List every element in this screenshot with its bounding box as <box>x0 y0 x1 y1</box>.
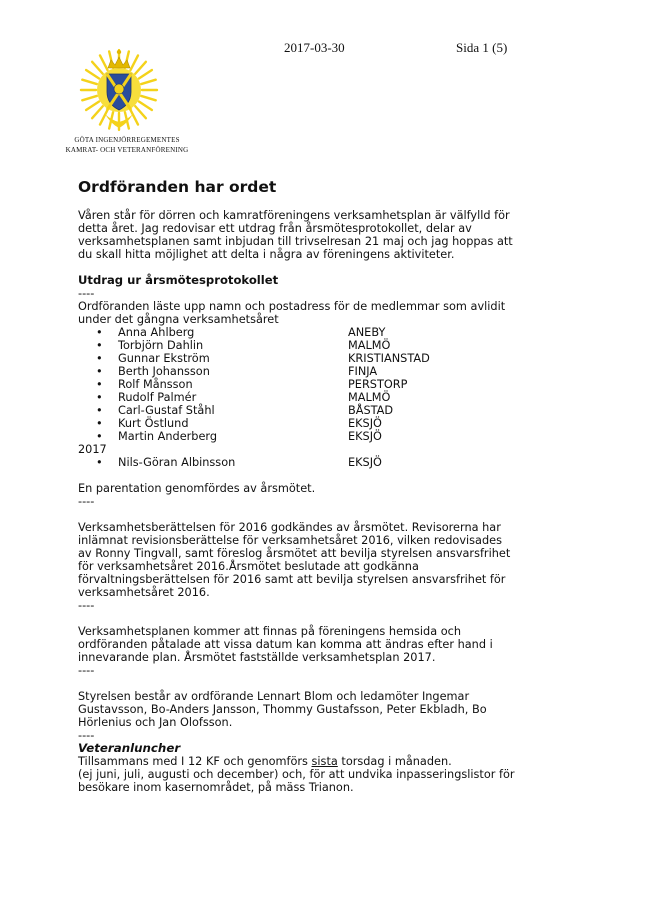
member-name: Nils-Göran Albinsson <box>118 456 236 469</box>
ray <box>82 96 96 100</box>
ray <box>100 110 108 125</box>
member-name: Martin Anderberg <box>118 430 218 443</box>
separator: ---- <box>78 599 95 612</box>
member-name: Carl-Gustaf Ståhl <box>118 404 215 417</box>
member-name: Gunnar Ekström <box>118 352 210 365</box>
member-name: Berth Johansson <box>118 365 210 378</box>
board-paragraph: Styrelsen består av ordförande Lennart Blom och ledamöter Ingemar Gustavsson, Bo-Anders Jansson, Thommy Gustafsson, Peter Ekbladh, Bo Hörlenius och Jan Olofsson. <box>78 690 487 729</box>
intro-paragraph: Våren står för dörren och kamratföreningens verksamhetsplan är välfylld för detta året. Jag redovisar ett utdrag från årsmötesprotokollet, delar av verksamhetsplanen samt inbjudan till trivselresan 21 maj och jag hoppas att du skall hitta möjlighet att delta i några av föreningens aktiviteter. <box>78 209 513 261</box>
member-city: BÅSTAD <box>348 404 394 417</box>
ray <box>135 106 146 118</box>
plan-paragraph: Verksamhetsplanen kommer att finnas på föreningens hemsida och ordföranden påtalade att vissa datum kan komma att ändras efter hand i innevarande plan. Årsmötet fastställde verksamhetsplan 2017. <box>78 625 493 664</box>
separator: ---- <box>78 495 95 508</box>
member-city: EKSJÖ <box>348 430 382 443</box>
lunch-line-2: (ej juni, juli, augusti och december) och, för att undvika inpasseringslistor för besökare inom kasernområdet, på mäss Trianon. <box>78 768 515 794</box>
lunch-line-1 <box>78 755 518 768</box>
ray <box>135 62 146 74</box>
member-city: FINJA <box>348 365 378 378</box>
spacer <box>78 677 518 690</box>
member-name: Rudolf Palmér <box>118 391 197 404</box>
bullet-icon: • <box>96 391 103 404</box>
member-name: Torbjörn Dahlin <box>118 339 204 352</box>
ray <box>100 55 108 70</box>
bullet-icon: • <box>96 430 103 443</box>
separator: ---- <box>78 664 95 677</box>
deceased-lead: Ordföranden läste upp namn och postadress för de medlemmar som avlidit under det gångna verksamhetsåret <box>78 300 506 326</box>
bullet-icon: • <box>96 417 103 430</box>
list-item <box>78 404 518 417</box>
lunch-text-underlined: sista <box>311 755 338 768</box>
spacer <box>78 612 518 625</box>
list-item <box>78 417 518 430</box>
star-icon <box>117 50 121 54</box>
organisation-name <box>52 135 202 155</box>
bullet-icon: • <box>96 404 103 417</box>
lunch-heading: Veteranluncher <box>78 741 181 755</box>
ray <box>86 102 99 110</box>
shield-center-icon <box>114 84 124 94</box>
member-city: ANEBY <box>348 326 386 339</box>
deceased-members-list <box>78 326 518 443</box>
list-item <box>78 430 518 443</box>
ray <box>131 55 139 70</box>
member-city: KRISTIANSTAD <box>348 352 430 365</box>
separator: ---- <box>78 287 95 300</box>
ray <box>82 80 96 84</box>
spacer <box>78 508 518 521</box>
year-label: 2017 <box>78 443 107 456</box>
org-line-2: KAMRAT- OCH VETERANFÖRENING <box>65 146 189 154</box>
list-item <box>78 326 518 339</box>
page-number: Sida 1 (5) <box>456 40 508 55</box>
bullet-icon: • <box>96 378 103 391</box>
member-name: Anna Ahlberg <box>118 326 195 339</box>
deceased-members-2017-list <box>78 456 518 469</box>
list-item <box>78 352 518 365</box>
document-date: 2017-03-30 <box>284 40 345 55</box>
protocol-heading: Utdrag ur årsmötesprotokollet <box>78 273 279 287</box>
report-paragraph: Verksamhetsberättelsen för 2016 godkändes av årsmötet. Revisorerna har inlämnat revisionsberättelse för verksamhetsåret 2016, vilken redovisades av Ronny Tingvall, samt föreslog årsmötet att bevilja styrelsen ansvarsfrihet för verksamhetsåret 2016.Årsmötet beslutade att godkänna förvaltningsberättelsen för 2016 samt att bevilja styrelsen ansvarsfrihet för verksamhetsåret 2016. <box>78 521 511 599</box>
bullet-icon: • <box>96 339 103 352</box>
spacer <box>78 469 518 482</box>
separator: ---- <box>78 729 95 742</box>
bullet-icon: • <box>96 365 103 378</box>
parentation-paragraph: En parentation genomfördes av årsmötet. <box>78 482 316 495</box>
ray <box>139 70 152 78</box>
ray <box>139 102 152 110</box>
ray <box>141 80 155 84</box>
member-city: MALMÖ <box>348 339 391 352</box>
member-city: MALMÖ <box>348 391 391 404</box>
member-name: Rolf Månsson <box>118 378 193 391</box>
ray <box>92 106 103 118</box>
list-item <box>78 456 518 469</box>
ray <box>141 96 155 100</box>
ray <box>92 62 103 74</box>
member-name: Kurt Östlund <box>118 417 189 430</box>
list-item <box>78 391 518 404</box>
lunch-text-pre: Tillsammans med I 12 KF och genomförs <box>78 755 312 768</box>
member-city: PERSTORP <box>348 378 408 391</box>
list-item <box>78 365 518 378</box>
org-line-1: GÖTA INGENJÖRREGEMENTES <box>74 136 180 144</box>
ray <box>86 70 99 78</box>
bullet-icon: • <box>96 456 103 469</box>
ray <box>131 110 139 125</box>
lunch-text-post: torsdag i månaden. <box>337 755 452 768</box>
page-title: Ordföranden har ordet <box>78 178 277 196</box>
bullet-icon: • <box>96 326 103 339</box>
document-body <box>78 178 518 794</box>
regiment-emblem-icon <box>78 40 160 132</box>
member-city: EKSJÖ <box>348 417 382 430</box>
list-item <box>78 378 518 391</box>
list-item <box>78 339 518 352</box>
bullet-icon: • <box>96 352 103 365</box>
member-city: EKSJÖ <box>348 456 382 469</box>
